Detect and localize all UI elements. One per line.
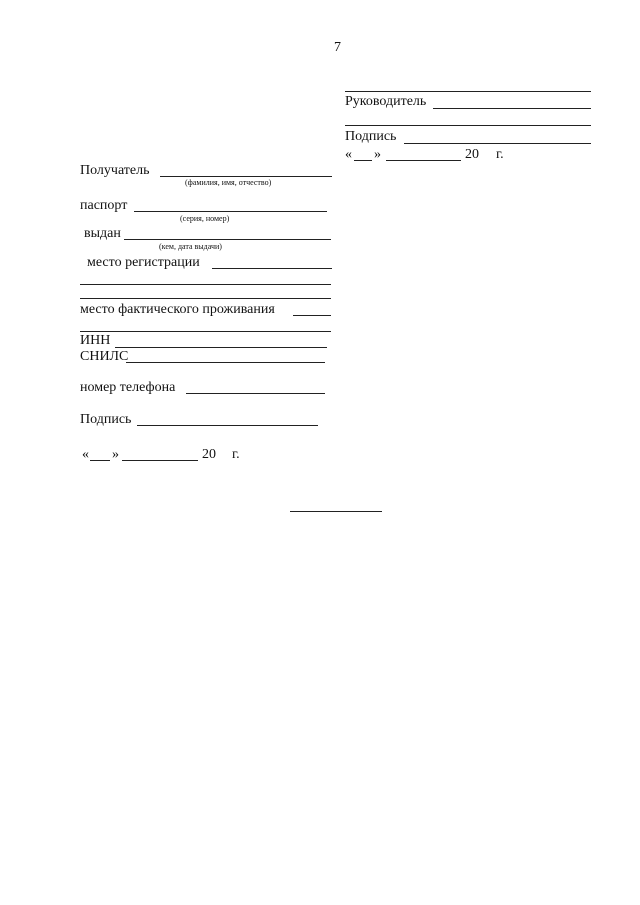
residence-line-1[interactable] — [293, 315, 331, 316]
manager-date-day-line[interactable] — [354, 160, 372, 161]
manager-date-month-line[interactable] — [386, 160, 461, 161]
phone-line[interactable] — [186, 393, 325, 394]
manager-extra-line[interactable] — [345, 125, 591, 126]
recipient-date-close-quote: » — [112, 447, 119, 462]
registration-label: место регистрации — [87, 255, 200, 270]
manager-name-line[interactable] — [433, 108, 591, 109]
snils-label: СНИЛС — [80, 349, 129, 364]
manager-signature-line[interactable] — [404, 143, 591, 144]
recipient-date-day-line[interactable] — [90, 460, 110, 461]
manager-date-year-prefix: 20 — [465, 147, 479, 162]
issued-line[interactable] — [124, 239, 331, 240]
inn-label: ИНН — [80, 333, 111, 348]
page-number: 7 — [334, 40, 341, 55]
recipient-date-year-prefix: 20 — [202, 447, 216, 462]
end-separator — [290, 511, 382, 512]
passport-line[interactable] — [134, 211, 327, 212]
manager-date-open-quote: « — [345, 147, 352, 162]
recipient-date-open-quote: « — [82, 447, 89, 462]
recipient-signature-line[interactable] — [137, 425, 318, 426]
recipient-label: Получатель — [80, 163, 150, 178]
manager-label: Руководитель — [345, 94, 427, 109]
registration-line-2[interactable] — [80, 284, 331, 285]
manager-date-close-quote: » — [374, 147, 381, 162]
issued-hint: (кем, дата выдачи) — [159, 242, 222, 251]
recipient-signature-label: Подпись — [80, 412, 132, 427]
manager-signature-label: Подпись — [345, 129, 397, 144]
residence-label: место фактического проживания — [80, 302, 275, 317]
registration-line-1[interactable] — [212, 268, 332, 269]
inn-line[interactable] — [115, 347, 327, 348]
phone-label: номер телефона — [80, 380, 176, 395]
recipient-name-line[interactable] — [160, 176, 332, 177]
recipient-date-year-suffix: г. — [232, 447, 240, 462]
snils-line[interactable] — [126, 362, 325, 363]
recipient-date-month-line[interactable] — [122, 460, 198, 461]
manager-top-line — [345, 91, 591, 92]
manager-date-year-suffix: г. — [496, 147, 504, 162]
passport-label: паспорт — [80, 198, 128, 213]
recipient-hint: (фамилия, имя, отчество) — [185, 178, 272, 187]
residence-line-2[interactable] — [80, 331, 331, 332]
passport-hint: (серия, номер) — [180, 214, 230, 223]
issued-label: выдан — [84, 226, 121, 241]
registration-line-3[interactable] — [80, 298, 331, 299]
